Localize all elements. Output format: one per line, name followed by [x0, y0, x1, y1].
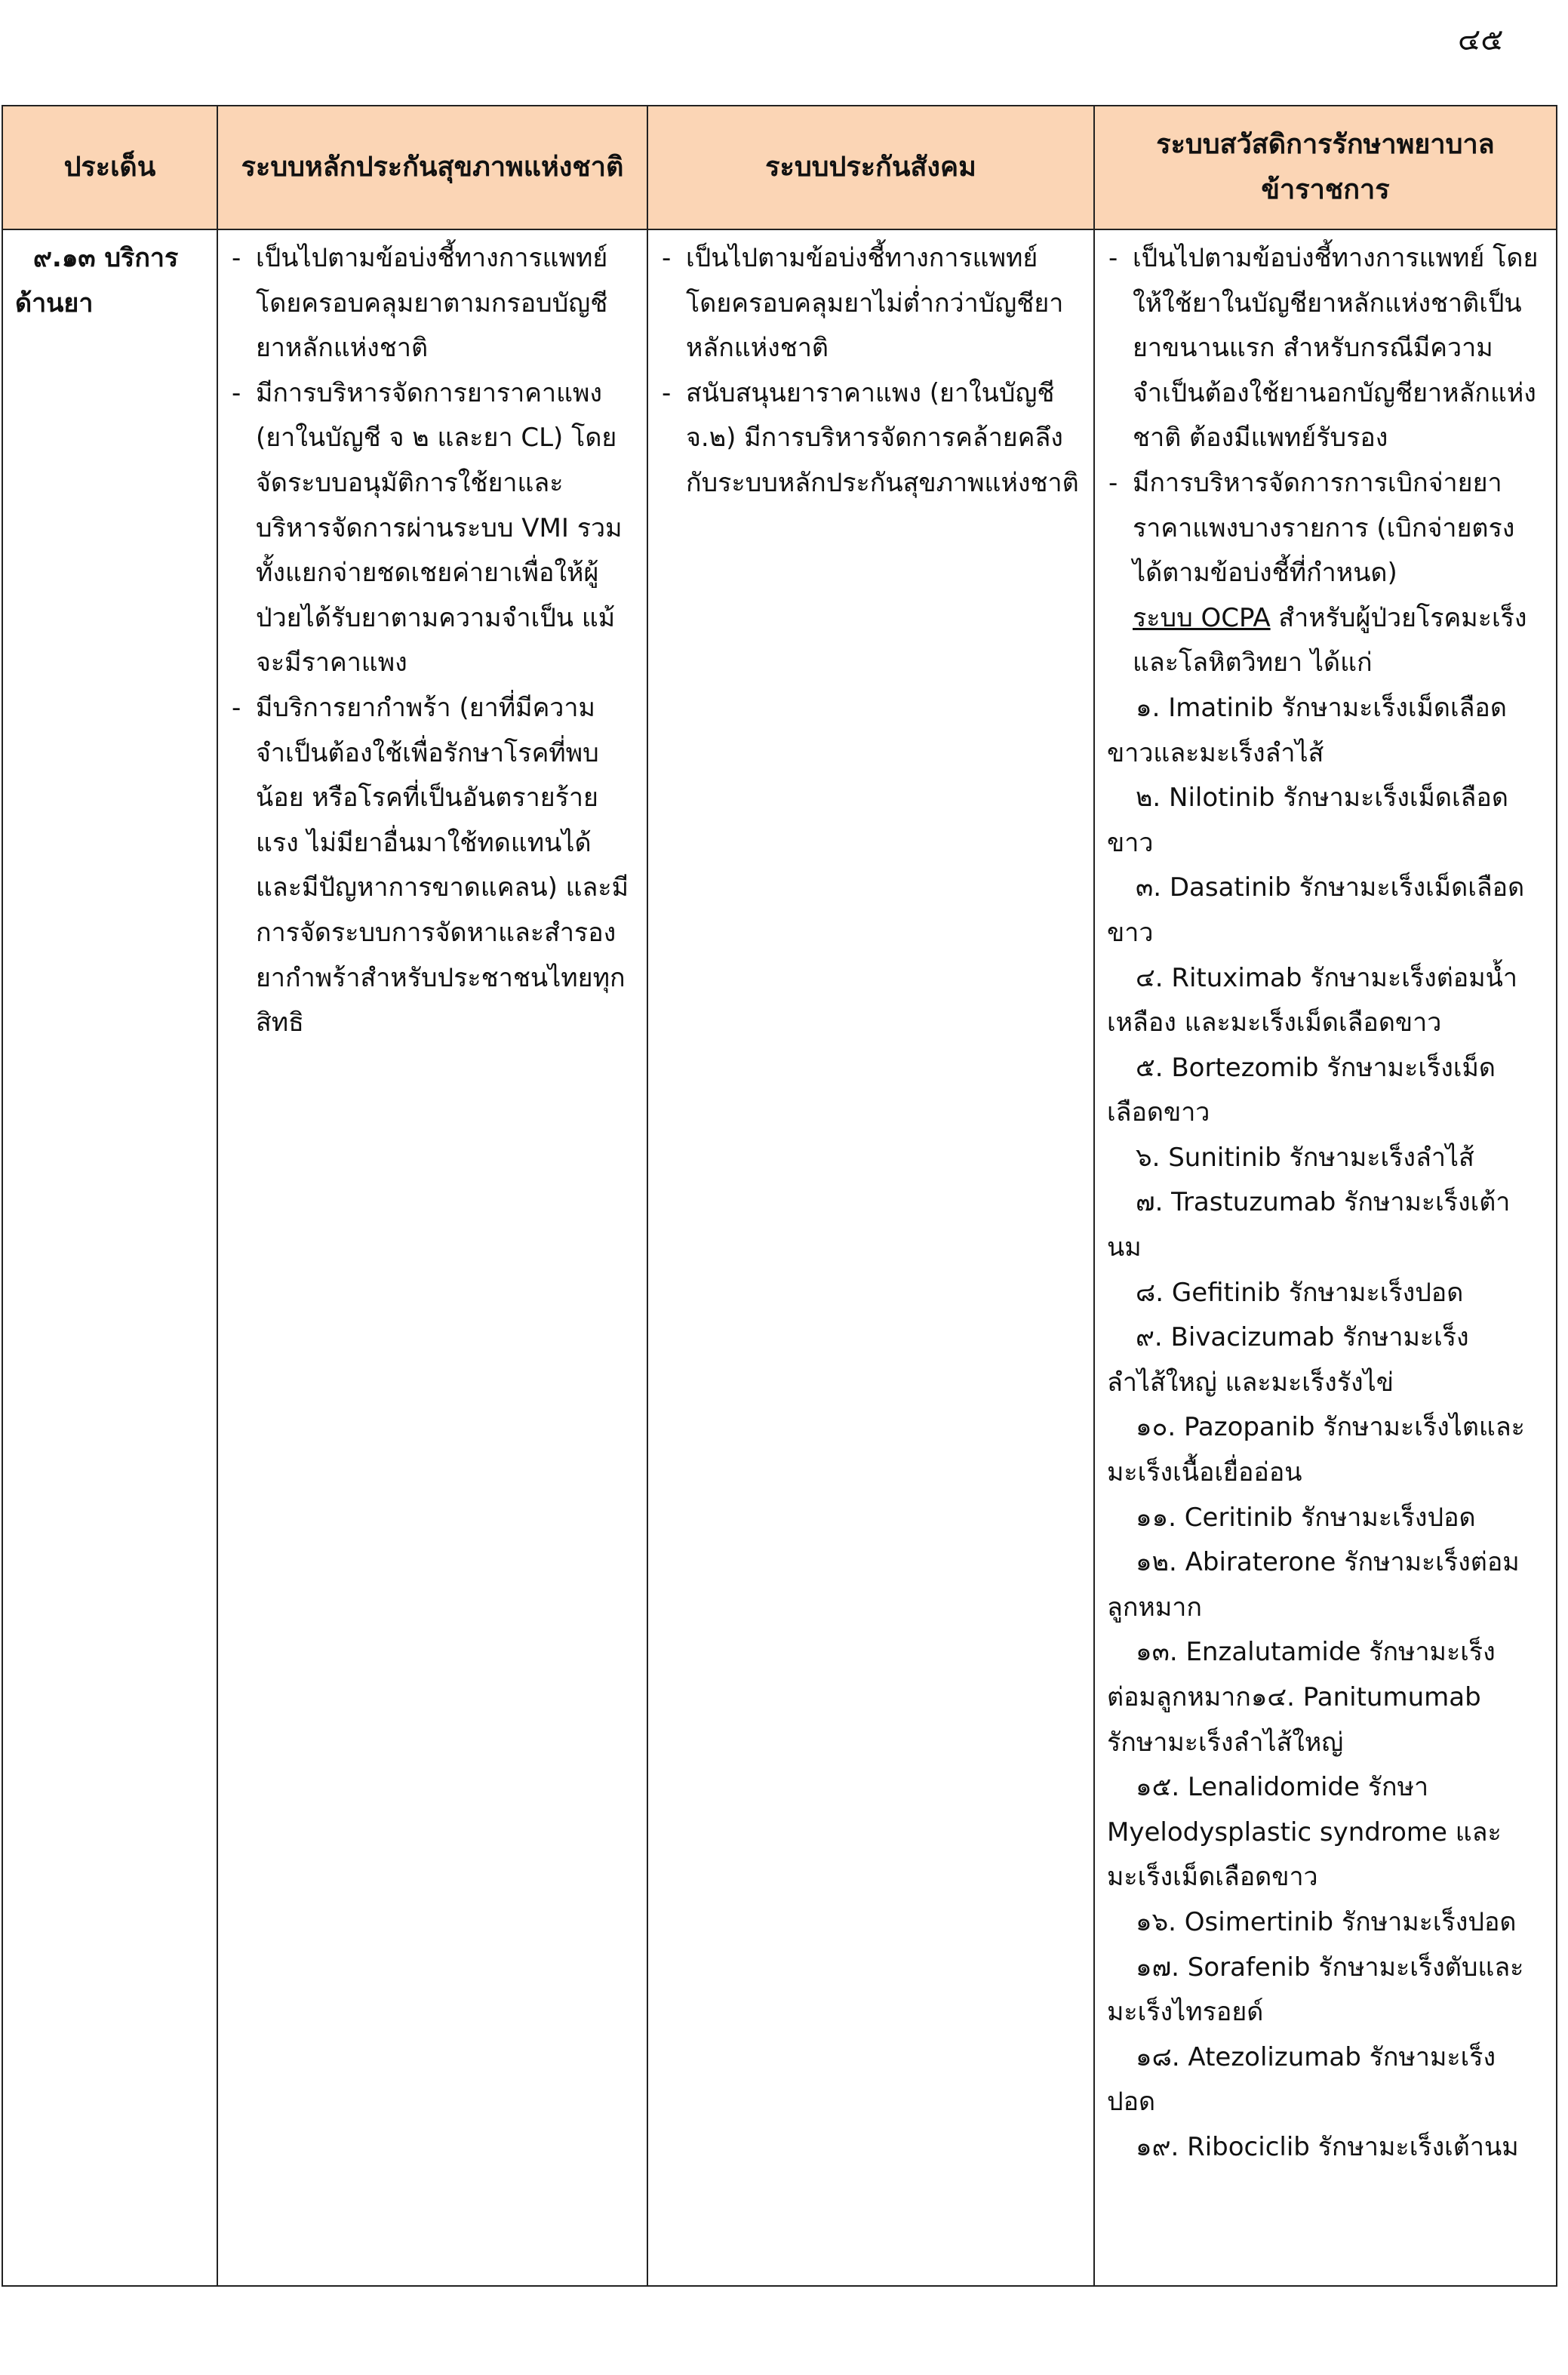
drug-item: ๙. Bivacizumab รักษามะเร็งลำไส้ใหญ่ และมะเร็งรังไข่ — [1107, 1322, 1469, 1398]
nhso-item: - มีการบริหารจัดการยาราคาแพง (ยาในบัญชี จ ๒ และยา CL) โดยจัดระบบอนุมัติการใช้ยาและบริหารจัดการผ่านระบบ VMI รวมทั้งแยกจ่ายชดเชยค่ายาเพื่อให้ผู้ป่วยได้รับยาตามความจำเป็น แม้จะมีราคาแพง — [230, 371, 635, 686]
topic-cell — [2, 229, 217, 2286]
drug-item: ๕. Bortezomib รักษามะเร็งเม็ดเลือดขาว — [1107, 1052, 1496, 1128]
drug-item: ๒. Nilotinib รักษามะเร็งเม็ดเลือดขาว — [1107, 783, 1508, 858]
nhso-item: - มีบริการยากำพร้า (ยาที่มีความจำเป็นต้องใช้เพื่อรักษาโรคที่พบน้อย หรือโรคที่เป็นอันตรายร้ายแรง ไม่มียาอื่นมาใช้ทดแทนได้ และมีปัญหาการขาดแคลน) และมีการจัดระบบการจัดหาและสำรองยากำพร้าสำหรับประชาชนไทยทุกสิทธิ — [230, 686, 635, 1046]
drug-item: ๓. Dasatinib รักษามะเร็งเม็ดเลือดขาว — [1107, 872, 1525, 948]
drug-item: ๑๒. Abiraterone รักษามะเร็งต่อมลูกหมาก — [1107, 1547, 1520, 1623]
drug-item: ๑๘. Atezolizumab รักษามะเร็งปอด — [1107, 2041, 1496, 2118]
header-sso: ระบบประกันสังคม — [647, 106, 1094, 229]
sso-item: - เป็นไปตามข้อบ่งชี้ทางการแพทย์ โดยครอบคลุมยาไม่ต่ำกว่าบัญชียาหลักแห่งชาติ — [660, 236, 1081, 371]
drug-item: ๗. Trastuzumab รักษามะเร็งเต้านม — [1107, 1187, 1511, 1263]
drug-item: ๘. Gefitinib รักษามะเร็งปอด — [1136, 1277, 1464, 1308]
header-nhso: ระบบหลักประกันสุขภาพแห่งชาติ — [217, 106, 647, 229]
ocpa-paragraph — [1107, 596, 1544, 686]
drug-item: ๑๐. Pazopanib รักษามะเร็งไตและมะเร็งเนื้อเยื่ออ่อน — [1107, 1412, 1525, 1488]
page-number: ๔๕ — [1458, 23, 1504, 57]
ocpa-description: สำหรับผู้ป่วยโรคมะเร็งและโลหิตวิทยา ได้แก่ — [1133, 602, 1527, 678]
drug-item: ๑๓. Enzalutamide รักษามะเร็งต่อมลูกหมาก๑๔. Panitumumab รักษามะเร็งลำไส้ใหญ่ — [1107, 1637, 1496, 1758]
drug-item: ๑. Imatinib รักษามะเร็งเม็ดเลือดขาวและมะเร็งลำไส้ — [1107, 692, 1507, 768]
drug-item: ๔. Rituximab รักษามะเร็งต่อมน้ำเหลือง และมะเร็งเม็ดเลือดขาว — [1107, 962, 1517, 1038]
csmbs-cell — [1094, 229, 1557, 2286]
ocpa-label: ระบบ OCPA — [1133, 602, 1271, 633]
csmbs-list — [1107, 236, 1544, 596]
drug-item: ๖. Sunitinib รักษามะเร็งลำไส้ — [1136, 1142, 1474, 1173]
nhso-cell — [217, 229, 647, 2286]
sso-list — [660, 236, 1081, 506]
nhso-list — [230, 236, 635, 1046]
table-header-row — [2, 106, 1557, 229]
table-row — [2, 229, 1557, 2286]
topic-line-2: ด้านยา — [15, 288, 94, 318]
drug-item: ๑๗. Sorafenib รักษามะเร็งตับและมะเร็งไทรอยด์ — [1107, 1952, 1524, 2028]
sso-item: - สนับสนุนยาราคาแพง (ยาในบัญชี จ.๒) มีการบริหารจัดการคล้ายคลึงกับระบบหลักประกันสุขภาพแห่งชาติ — [660, 371, 1081, 506]
header-csmbs: ระบบสวัสดิการรักษาพยาบาลข้าราชการ — [1094, 106, 1557, 229]
nhso-item: - เป็นไปตามข้อบ่งชี้ทางการแพทย์ โดยครอบคลุมยาตามกรอบบัญชียาหลักแห่งชาติ — [230, 236, 635, 371]
csmbs-item: - มีการบริหารจัดการการเบิกจ่ายยาราคาแพงบางรายการ (เบิกจ่ายตรงได้ตามข้อบ่งชี้ที่กำหนด) — [1107, 461, 1544, 596]
drug-item: ๑๑. Ceritinib รักษามะเร็งปอด — [1136, 1502, 1476, 1533]
csmbs-item: - เป็นไปตามข้อบ่งชี้ทางการแพทย์ โดยให้ใช้ยาในบัญชียาหลักแห่งชาติเป็นยาขนานแรก สำหรับกรณีมีความจำเป็นต้องใช้ยานอกบัญชียาหลักแห่งชาติ ต้องมีแพทย์รับรอง — [1107, 236, 1544, 461]
drug-list — [1107, 686, 1544, 2170]
sso-cell — [647, 229, 1094, 2286]
drug-item: ๑๙. Ribociclib รักษามะเร็งเต้านม — [1136, 2131, 1519, 2162]
topic-line-1: ๙.๑๓ บริการ — [33, 243, 179, 273]
comparison-table — [2, 105, 1557, 2287]
header-topic: ประเด็น — [2, 106, 217, 229]
drug-item: ๑๖. Osimertinib รักษามะเร็งปอด — [1136, 1906, 1517, 1937]
drug-item: ๑๕. Lenalidomide รักษา Myelodysplastic syndrome และมะเร็งเม็ดเลือดขาว — [1107, 1772, 1502, 1893]
